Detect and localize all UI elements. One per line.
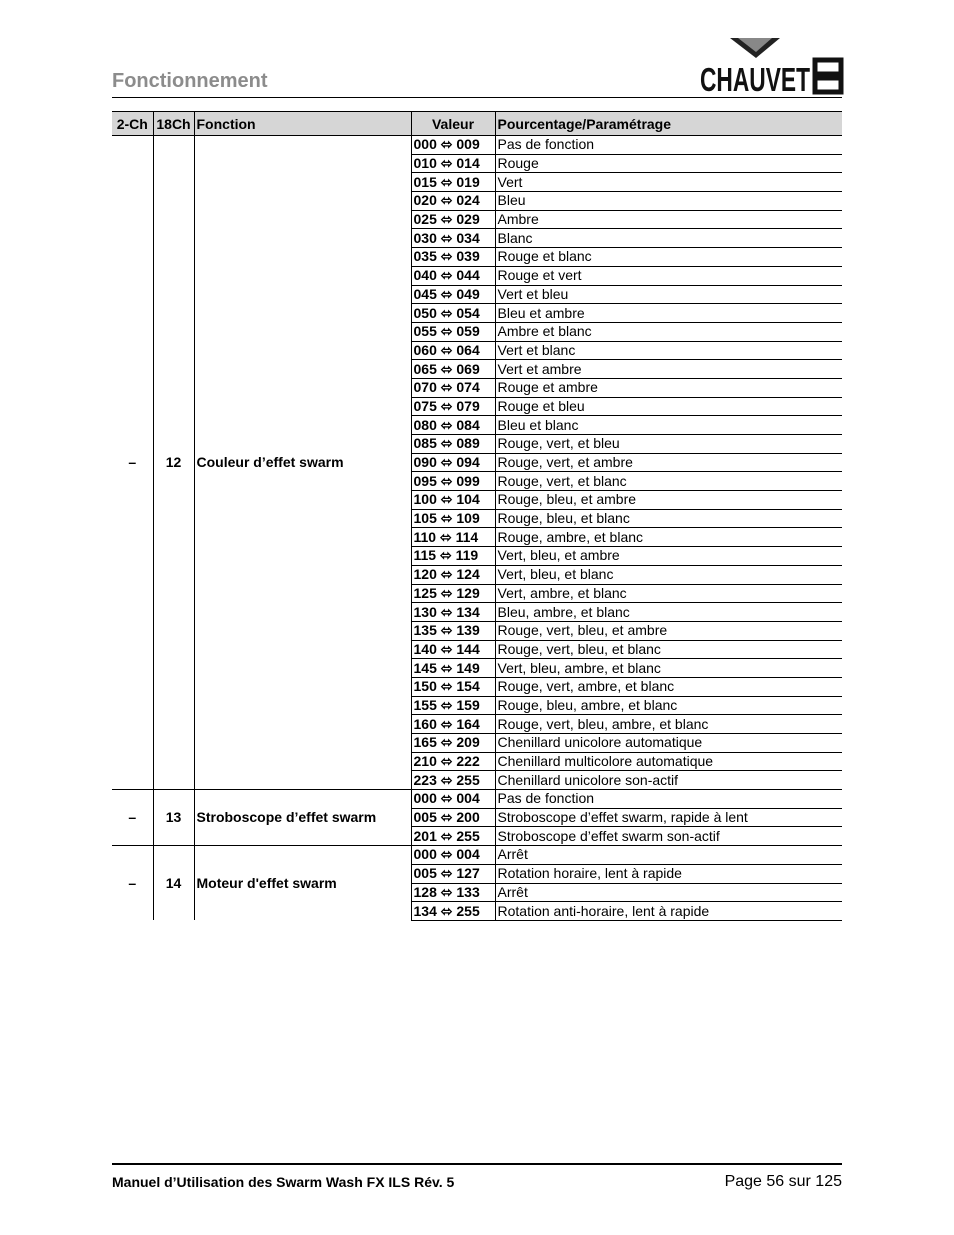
dmx-channel-table — [112, 111, 842, 921]
setting-description-cell: Rotation horaire, lent à rapide — [495, 864, 842, 883]
value-range-cell: 000 ⬄ 004 — [411, 790, 495, 809]
column-header-valeur: Valeur — [411, 112, 495, 136]
value-range-cell: 223 ⬄ 255 — [411, 771, 495, 790]
value-range-cell: 030 ⬄ 034 — [411, 229, 495, 248]
value-range-cell: 070 ⬄ 074 — [411, 378, 495, 397]
section-title: Fonctionnement — [112, 70, 268, 92]
setting-description-cell: Pas de fonction — [495, 136, 842, 155]
setting-description-cell: Vert, ambre, et blanc — [495, 584, 842, 603]
setting-description-cell: Rouge et bleu — [495, 397, 842, 416]
value-range-cell: 060 ⬄ 064 — [411, 341, 495, 360]
value-range-cell: 128 ⬄ 133 — [411, 883, 495, 902]
setting-description-cell: Rouge et ambre — [495, 378, 842, 397]
value-range-cell: 165 ⬄ 209 — [411, 734, 495, 753]
setting-description-cell: Rotation anti-horaire, lent à rapide — [495, 902, 842, 921]
chauvet-dj-logo — [700, 36, 844, 96]
setting-description-cell: Vert, bleu, et ambre — [495, 547, 842, 566]
table-row — [112, 790, 842, 809]
setting-description-cell: Bleu, ambre, et blanc — [495, 603, 842, 622]
value-range-cell: 134 ⬄ 255 — [411, 902, 495, 921]
channel-2ch-cell: – — [112, 790, 153, 846]
value-range-cell: 201 ⬄ 255 — [411, 827, 495, 846]
value-range-cell: 050 ⬄ 054 — [411, 304, 495, 323]
value-range-cell: 140 ⬄ 144 — [411, 640, 495, 659]
setting-description-cell: Rouge — [495, 154, 842, 173]
setting-description-cell: Bleu — [495, 192, 842, 211]
value-range-cell: 010 ⬄ 014 — [411, 154, 495, 173]
value-range-cell: 080 ⬄ 084 — [411, 416, 495, 435]
setting-description-cell: Ambre et blanc — [495, 322, 842, 341]
column-header-2ch: 2-Ch — [112, 112, 153, 136]
value-range-cell: 000 ⬄ 009 — [411, 136, 495, 155]
value-range-cell: 125 ⬄ 129 — [411, 584, 495, 603]
setting-description-cell: Chenillard unicolore automatique — [495, 734, 842, 753]
value-range-cell: 100 ⬄ 104 — [411, 491, 495, 510]
value-range-cell: 020 ⬄ 024 — [411, 192, 495, 211]
setting-description-cell: Vert, bleu, et blanc — [495, 565, 842, 584]
setting-description-cell: Rouge, vert, ambre, et blanc — [495, 677, 842, 696]
value-range-cell: 045 ⬄ 049 — [411, 285, 495, 304]
setting-description-cell: Vert et ambre — [495, 360, 842, 379]
setting-description-cell: Chenillard unicolore son-actif — [495, 771, 842, 790]
table-row — [112, 136, 842, 155]
setting-description-cell: Rouge, ambre, et blanc — [495, 528, 842, 547]
setting-description-cell: Rouge, vert, bleu, et blanc — [495, 640, 842, 659]
value-range-cell: 145 ⬄ 149 — [411, 659, 495, 678]
value-range-cell: 055 ⬄ 059 — [411, 322, 495, 341]
setting-description-cell: Bleu et ambre — [495, 304, 842, 323]
setting-description-cell: Vert et bleu — [495, 285, 842, 304]
function-name-cell: Stroboscope d’effet swarm — [194, 790, 411, 846]
function-name-cell: Couleur d’effet swarm — [194, 136, 411, 790]
header-rule — [112, 97, 842, 98]
value-range-cell: 035 ⬄ 039 — [411, 248, 495, 267]
setting-description-cell: Rouge, vert, et blanc — [495, 472, 842, 491]
value-range-cell: 000 ⬄ 004 — [411, 846, 495, 865]
setting-description-cell: Rouge, bleu, et blanc — [495, 509, 842, 528]
setting-description-cell: Rouge et vert — [495, 266, 842, 285]
setting-description-cell: Vert — [495, 173, 842, 192]
channel-2ch-cell: – — [112, 846, 153, 921]
setting-description-cell: Rouge, vert, et bleu — [495, 435, 842, 454]
setting-description-cell: Rouge, bleu, ambre, et blanc — [495, 696, 842, 715]
value-range-cell: 110 ⬄ 114 — [411, 528, 495, 547]
setting-description-cell: Arrêt — [495, 846, 842, 865]
value-range-cell: 160 ⬄ 164 — [411, 715, 495, 734]
setting-description-cell: Arrêt — [495, 883, 842, 902]
value-range-cell: 150 ⬄ 154 — [411, 677, 495, 696]
setting-description-cell: Rouge et blanc — [495, 248, 842, 267]
value-range-cell: 105 ⬄ 109 — [411, 509, 495, 528]
value-range-cell: 155 ⬄ 159 — [411, 696, 495, 715]
column-header-fonction: Fonction — [194, 112, 411, 136]
value-range-cell: 120 ⬄ 124 — [411, 565, 495, 584]
channel-2ch-cell: – — [112, 136, 153, 790]
value-range-cell: 130 ⬄ 134 — [411, 603, 495, 622]
setting-description-cell: Rouge, vert, et ambre — [495, 453, 842, 472]
function-name-cell: Moteur d'effet swarm — [194, 846, 411, 921]
setting-description-cell: Stroboscope d’effet swarm, rapide à lent — [495, 808, 842, 827]
setting-description-cell: Vert et blanc — [495, 341, 842, 360]
setting-description-cell: Rouge, vert, bleu, ambre, et blanc — [495, 715, 842, 734]
setting-description-cell: Ambre — [495, 210, 842, 229]
manual-title: Manuel d’Utilisation des Swarm Wash FX ILS Rév. 5 — [112, 1174, 455, 1190]
column-header-pourcentage: Pourcentage/Paramétrage — [495, 112, 842, 136]
setting-description-cell: Rouge, vert, bleu, et ambre — [495, 621, 842, 640]
channel-18ch-cell: 14 — [153, 846, 194, 921]
table-body — [112, 136, 842, 921]
svg-text:CHAUVET: CHAUVET — [700, 61, 810, 96]
setting-description-cell: Chenillard multicolore automatique — [495, 752, 842, 771]
value-range-cell: 025 ⬄ 029 — [411, 210, 495, 229]
setting-description-cell: Bleu et blanc — [495, 416, 842, 435]
value-range-cell: 115 ⬄ 119 — [411, 547, 495, 566]
channel-18ch-cell: 12 — [153, 136, 194, 790]
setting-description-cell: Blanc — [495, 229, 842, 248]
column-header-18ch: 18Ch — [153, 112, 194, 136]
table-header-row — [112, 112, 842, 136]
setting-description-cell: Pas de fonction — [495, 790, 842, 809]
value-range-cell: 210 ⬄ 222 — [411, 752, 495, 771]
setting-description-cell: Vert, bleu, ambre, et blanc — [495, 659, 842, 678]
value-range-cell: 015 ⬄ 019 — [411, 173, 495, 192]
value-range-cell: 085 ⬄ 089 — [411, 435, 495, 454]
value-range-cell: 005 ⬄ 200 — [411, 808, 495, 827]
value-range-cell: 095 ⬄ 099 — [411, 472, 495, 491]
page-number: Page 56 sur 125 — [724, 1173, 842, 1190]
channel-18ch-cell: 13 — [153, 790, 194, 846]
value-range-cell: 065 ⬄ 069 — [411, 360, 495, 379]
value-range-cell: 090 ⬄ 094 — [411, 453, 495, 472]
footer-rule — [112, 1163, 842, 1165]
value-range-cell: 040 ⬄ 044 — [411, 266, 495, 285]
setting-description-cell: Rouge, bleu, et ambre — [495, 491, 842, 510]
value-range-cell: 075 ⬄ 079 — [411, 397, 495, 416]
setting-description-cell: Stroboscope d’effet swarm son-actif — [495, 827, 842, 846]
value-range-cell: 005 ⬄ 127 — [411, 864, 495, 883]
value-range-cell: 135 ⬄ 139 — [411, 621, 495, 640]
table-row — [112, 846, 842, 865]
